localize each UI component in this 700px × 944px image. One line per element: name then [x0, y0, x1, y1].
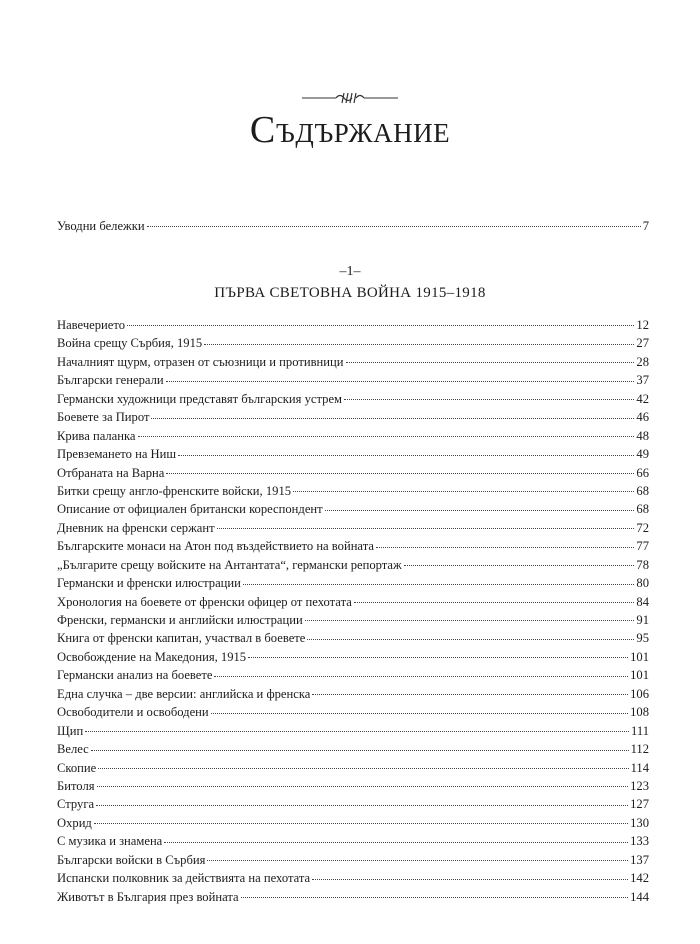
- toc-entry[interactable]: [57, 722, 649, 740]
- dot-leader: [344, 399, 634, 400]
- dot-leader: [178, 455, 634, 456]
- toc-entry-page: 78: [636, 557, 649, 572]
- dot-leader: [293, 491, 634, 492]
- toc-entry-page: 66: [636, 465, 649, 480]
- toc-entry[interactable]: [57, 611, 649, 629]
- toc-entry[interactable]: [57, 482, 649, 500]
- toc-entry-page: 91: [636, 613, 649, 627]
- toc-entry[interactable]: [57, 390, 649, 408]
- toc-entry-title: Крива паланка: [57, 428, 136, 443]
- toc-entry-title: Освободители и освободени: [57, 705, 209, 720]
- part-title: ПЪРВА СВЕТОВНА ВОЙНА 1915–1918: [214, 285, 486, 301]
- toc-entry-page: 95: [636, 631, 649, 646]
- toc-entry[interactable]: [57, 759, 649, 777]
- toc-entry-title: Книга от френски капитан, участвал в боевете: [57, 631, 306, 646]
- toc-entry-page: 144: [630, 889, 649, 904]
- toc-entry[interactable]: [57, 464, 649, 482]
- dot-leader: [127, 325, 634, 326]
- dot-leader: [97, 786, 629, 787]
- toc-entry-page: 127: [630, 797, 649, 812]
- toc-entry-title: Боевете за Пирот: [57, 410, 150, 425]
- toc-entry-page: 42: [636, 391, 649, 406]
- dot-leader: [312, 879, 628, 880]
- toc-entry-page: 37: [636, 373, 649, 388]
- toc-entry-page: 112: [630, 742, 649, 757]
- toc-entry[interactable]: [57, 832, 649, 850]
- toc-entry-page: 12: [636, 318, 649, 332]
- toc-entry-page: 111: [631, 723, 649, 738]
- toc-entry-page: 48: [636, 428, 649, 443]
- dot-leader: [305, 620, 635, 621]
- toc-entry[interactable]: [57, 334, 649, 352]
- toc-entry[interactable]: [57, 593, 649, 611]
- dot-leader: [248, 657, 628, 658]
- dot-leader: [325, 510, 635, 511]
- dot-leader: [91, 750, 629, 751]
- dot-leader: [214, 676, 628, 677]
- toc-entry-title: Струга: [57, 797, 95, 812]
- toc-entry[interactable]: [57, 814, 649, 832]
- toc-entry-page: 77: [636, 539, 649, 554]
- toc-entry-page: 80: [636, 576, 649, 591]
- toc-entry-title: Описание от официален британски кореспондент: [57, 502, 323, 517]
- toc-entry-title: Германски анализ на боевете: [57, 668, 213, 683]
- toc-entry-page: 114: [630, 760, 649, 775]
- toc-entry-title: Една случка – две версии: английска и френска: [57, 686, 311, 701]
- toc-entry-page: 101: [630, 649, 649, 664]
- toc-entry-title: Война срещу Сърбия, 1915: [57, 336, 203, 351]
- toc-entry-title: Испански полковник за действията на пехотата: [57, 871, 311, 886]
- toc-entry[interactable]: [57, 371, 649, 389]
- dot-leader: [96, 805, 628, 806]
- toc-entry-page: 137: [630, 852, 649, 867]
- dot-leader: [346, 362, 635, 363]
- dot-leader: [211, 713, 628, 714]
- toc-entry-page: 27: [636, 336, 649, 351]
- toc-entry[interactable]: [57, 740, 649, 758]
- toc-entry[interactable]: [57, 556, 649, 574]
- toc-entry[interactable]: [57, 777, 649, 795]
- toc-entry-title: „Българите срещу войските на Антантата“, германски репортаж: [57, 557, 402, 572]
- toc-entry[interactable]: [57, 500, 649, 518]
- toc-entry-title: Германски и френски илюстрации: [57, 576, 241, 591]
- dot-leader: [94, 823, 628, 824]
- toc-entry-title: Началният щурм, отразен от съюзници и противници: [57, 354, 344, 369]
- toc-entry-page: 101: [630, 668, 649, 683]
- toc-entry-title: Превземането на Ниш: [57, 447, 177, 462]
- dot-leader: [204, 344, 634, 345]
- toc-entry[interactable]: [57, 408, 649, 426]
- toc-entry-title: Освобождение на Македония, 1915: [57, 649, 247, 664]
- toc-entry-page: 133: [630, 834, 649, 849]
- dot-leader: [354, 602, 635, 603]
- toc-entry-page: 108: [630, 705, 649, 720]
- toc-entry[interactable]: [57, 427, 649, 445]
- toc-entry[interactable]: [57, 629, 649, 647]
- toc-entry-title: Охрид: [57, 815, 92, 830]
- dot-leader: [312, 694, 628, 695]
- toc-entry-title: Навечерието: [57, 318, 126, 332]
- toc-list: [57, 316, 649, 906]
- toc-entry-page: 7: [642, 219, 649, 233]
- toc-entry[interactable]: [57, 869, 649, 887]
- toc-entry-title: Животът в България през войната: [57, 889, 239, 904]
- dot-leader: [166, 473, 634, 474]
- toc-entry[interactable]: [57, 519, 649, 537]
- toc-entry-page: 49: [636, 447, 649, 462]
- dot-leader: [241, 897, 629, 898]
- toc-entry-title: Битоля: [57, 778, 95, 793]
- toc-entry[interactable]: [57, 703, 649, 721]
- dot-leader: [376, 547, 634, 548]
- toc-entry-page: 68: [636, 483, 649, 498]
- toc-entry-page: 130: [630, 815, 649, 830]
- toc-entry-page: 106: [630, 686, 649, 701]
- toc-entry-title: Българските монаси на Атон под въздействието на войната: [57, 539, 374, 554]
- toc-entry-title: Германски художници представят българския устрем: [57, 391, 343, 406]
- toc-entry-title: Дневник на френски сержант: [57, 520, 215, 535]
- toc-entry[interactable]: [57, 685, 649, 703]
- toc-entry[interactable]: [57, 888, 649, 906]
- toc-entry[interactable]: [57, 648, 649, 666]
- toc-entry-title: Отбраната на Варна: [57, 465, 165, 480]
- toc-entry[interactable]: [57, 316, 649, 334]
- toc-entry[interactable]: [57, 445, 649, 463]
- dot-leader: [98, 768, 628, 769]
- toc-entry-page: 142: [630, 871, 649, 886]
- toc-entry-title: Щип: [57, 723, 84, 738]
- toc-entry[interactable]: [57, 353, 649, 371]
- toc-entry-page: 72: [636, 520, 649, 535]
- toc-entry[interactable]: [57, 666, 649, 684]
- toc-intro-entry[interactable]: [57, 217, 649, 235]
- toc-entry-page: 46: [636, 410, 649, 425]
- page-title: Съдържание: [249, 109, 451, 151]
- part-number: –1–: [339, 264, 361, 279]
- decorative-flourish-icon: [300, 91, 400, 105]
- toc-entry[interactable]: [57, 537, 649, 555]
- toc-entry[interactable]: [57, 574, 649, 592]
- dot-leader: [207, 860, 628, 861]
- toc-entry-title: С музика и знамена: [57, 834, 163, 849]
- dot-leader: [85, 731, 629, 732]
- toc-entry-title: Уводни бележки: [57, 219, 145, 233]
- toc-entry-page: 123: [630, 778, 649, 793]
- toc-entry[interactable]: [57, 851, 649, 869]
- dot-leader: [164, 842, 628, 843]
- dot-leader: [138, 436, 635, 437]
- toc-entry-title: Скопие: [57, 760, 97, 775]
- toc-entry-title: Хронология на боевете от френски офицер от пехотата: [57, 594, 352, 609]
- toc-entry-page: 28: [636, 354, 649, 369]
- dot-leader: [217, 528, 635, 529]
- dot-leader: [307, 639, 634, 640]
- dot-leader: [147, 226, 641, 227]
- toc-entry-page: 68: [636, 502, 649, 517]
- toc-entry-title: Български войски в Сърбия: [57, 852, 206, 867]
- toc-entry-title: Български генерали: [57, 373, 164, 388]
- dot-leader: [243, 584, 635, 585]
- dot-leader: [166, 381, 635, 382]
- toc-entry-title: Велес: [57, 742, 89, 757]
- toc-entry-title: Френски, германски и английски илюстрации: [57, 613, 303, 627]
- toc-entry-page: 84: [636, 594, 649, 609]
- toc-entry[interactable]: [57, 795, 649, 813]
- dot-leader: [151, 418, 634, 419]
- toc-entry-title: Битки срещу англо-френските войски, 1915: [57, 483, 292, 498]
- dot-leader: [404, 565, 635, 566]
